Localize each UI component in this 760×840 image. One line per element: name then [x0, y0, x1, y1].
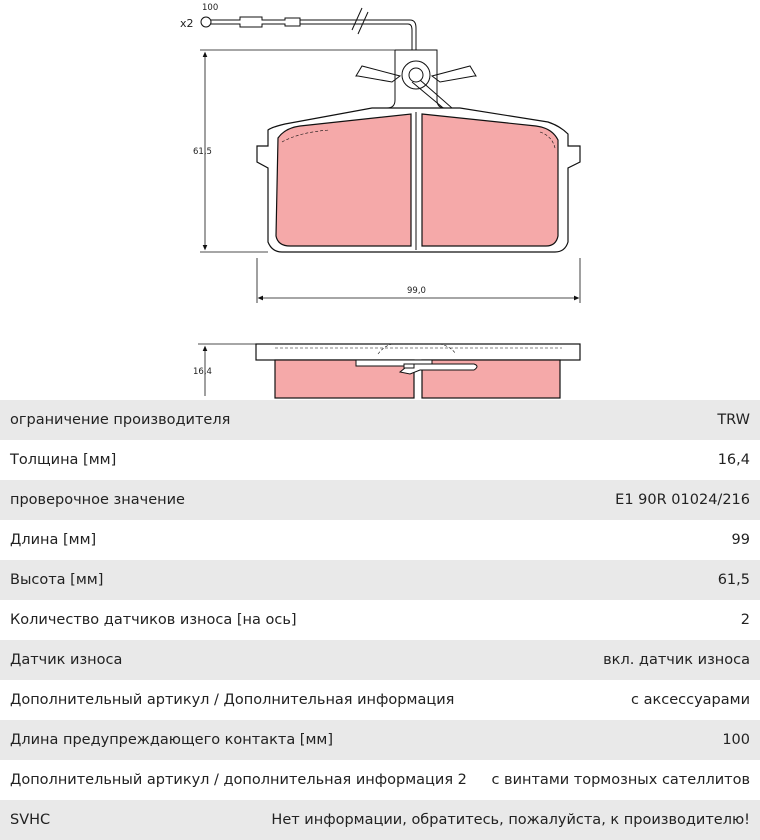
spec-value: с аксессуарами: [631, 692, 750, 708]
spec-label: проверочное значение: [10, 492, 185, 508]
spec-label: Дополнительный артикул / Дополнительная информация: [10, 692, 455, 708]
spec-row-height: [0, 560, 760, 600]
svg-text:100: 100: [202, 3, 219, 13]
spec-label: Длина [мм]: [10, 532, 97, 548]
friction-pad-right-half: [422, 114, 558, 246]
spec-row-sensor-count: [0, 600, 760, 640]
friction-pad-left-half: [276, 114, 411, 246]
width-label: 99,0: [407, 286, 426, 296]
spec-value: TRW: [717, 412, 750, 428]
spec-label: ограничение производителя: [10, 412, 231, 428]
spec-value: вкл. датчик износа: [603, 652, 750, 668]
height-label: 61,5: [193, 147, 212, 157]
spec-row-supplementary-info-2: [0, 760, 760, 800]
spec-label: Длина предупреждающего контакта [мм]: [10, 732, 334, 748]
width-dimension: [257, 258, 580, 303]
spec-label: Высота [мм]: [10, 572, 104, 588]
spec-value: 61,5: [717, 572, 750, 588]
thickness-label: 16,4: [193, 367, 212, 377]
spec-value: 2: [740, 612, 750, 628]
spec-row-manufacturer: [0, 400, 760, 440]
wear-sensor-wire: [201, 8, 416, 50]
spec-row-svhc: [0, 800, 760, 840]
spec-row-wear-sensor: [0, 640, 760, 680]
svg-text:x2: x2: [180, 17, 194, 30]
spec-label: SVHC: [10, 812, 51, 828]
drawing-canvas: [0, 0, 760, 400]
sensor-count-label: [180, 17, 194, 30]
spec-value: Нет информации, обратитесь, пожалуйста, к производителю!: [271, 812, 750, 828]
spec-value: 99: [731, 532, 750, 548]
spec-label: Дополнительный артикул / дополнительная информация 2: [10, 772, 467, 788]
spec-value: с винтами тормозных сателлитов: [491, 772, 750, 788]
spec-label: Толщина [мм]: [10, 452, 117, 468]
spec-value: 16,4: [717, 452, 750, 468]
sensor-length-label: [202, 3, 218, 13]
spec-label: Количество датчиков износа [на ось]: [10, 612, 297, 628]
spec-label: Датчик износа: [10, 652, 123, 668]
spec-value: 100: [722, 732, 750, 748]
spec-row-length: [0, 520, 760, 560]
spec-row-thickness: [0, 440, 760, 480]
spec-row-test-mark: [0, 480, 760, 520]
spec-row-supplementary-info: [0, 680, 760, 720]
specification-table: [0, 400, 760, 840]
spec-value: E1 90R 01024/216: [615, 492, 750, 508]
spec-row-contact-length: [0, 720, 760, 760]
brake-pad-technical-drawing: [0, 0, 760, 400]
backplate-side-view: [256, 344, 580, 360]
